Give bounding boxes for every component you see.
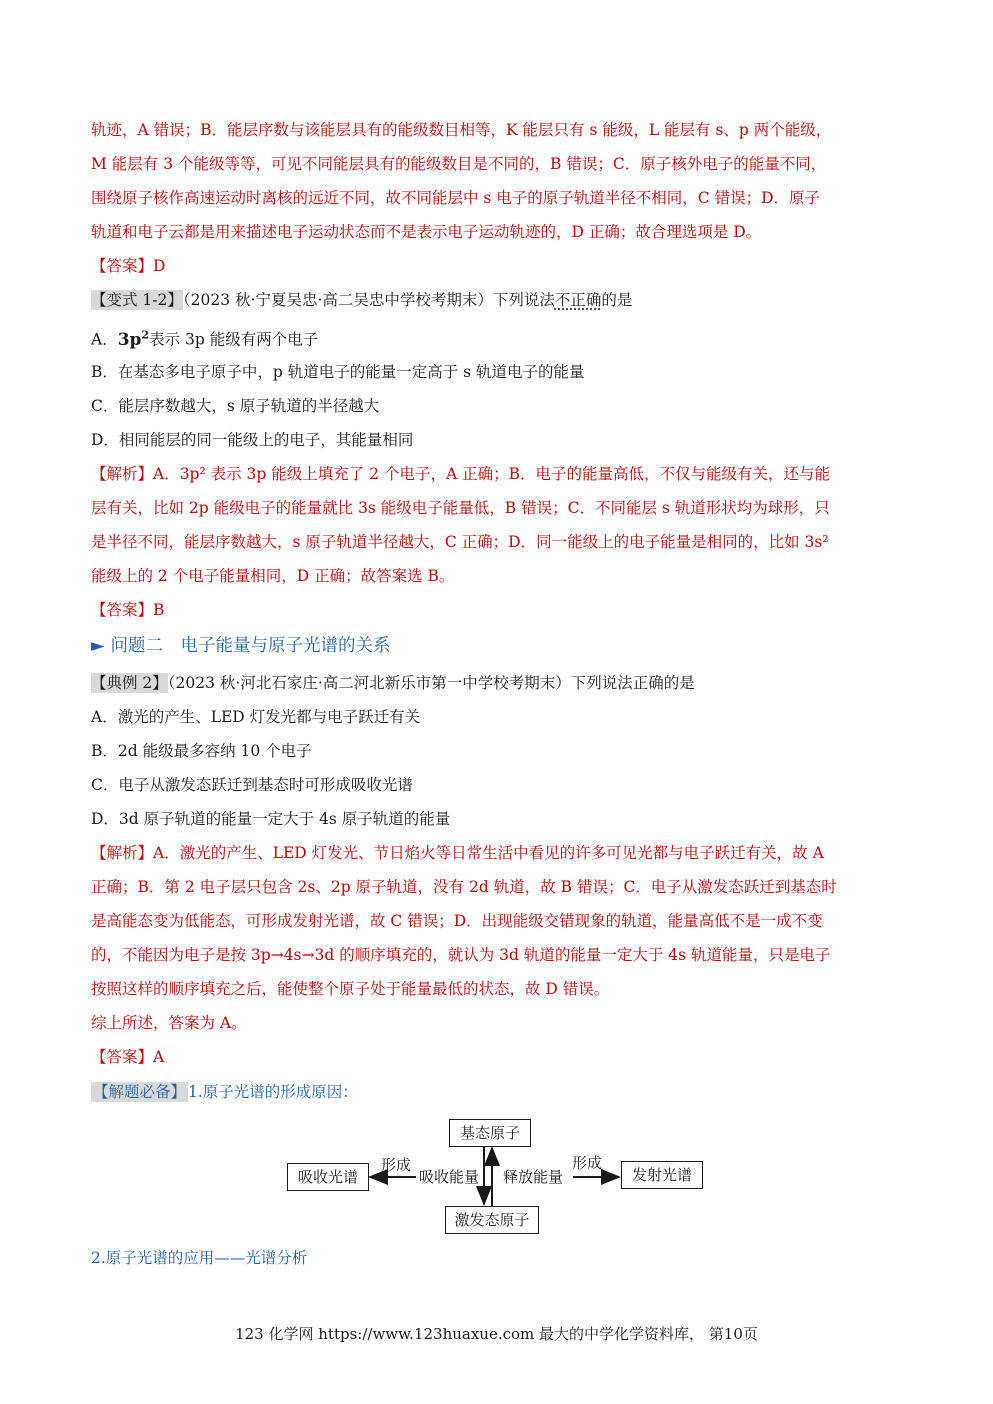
answer-line: 【答案】B: [91, 601, 165, 619]
section-title: 问题二 电子能量与原子光谱的关系: [110, 636, 391, 656]
answer-line: 【答案】D: [91, 257, 166, 275]
analysis-line: 是高能态变为低能态，可形成发射光谱，故 C 错误；D．出现能级交错现象的轨道，能量高低不是一成不变: [91, 912, 823, 930]
option-a: A．激光的产生、LED 灯发光都与电子跃迁有关: [91, 708, 421, 726]
formula-base: 3p: [117, 329, 142, 350]
option-text: 表示 3p 能级有两个电子: [149, 330, 319, 349]
formula-sup: 2: [141, 328, 150, 341]
ground-state-box: 基态原子: [449, 1119, 531, 1147]
analysis-line: 按照这样的顺序填充之后，能使整个原子处于能量最低的状态，故 D 错误。: [91, 980, 610, 998]
analysis-line: 层有关，比如 2p 能级电子的能量就比 3s 能级电子能量低，B 错误；C．不同能层 s 轨道形状均为球形，只: [91, 499, 830, 517]
option-c: C．能层序数越大，s 原子轨道的半径越大: [91, 397, 380, 415]
question-source: （2023 秋·宁夏吴忠·高二吴忠中学校考期末）下列说法: [182, 291, 555, 309]
question-text: （2023 秋·河北石家庄·高二河北新乐市第一中学校考期末）下列说法正确的是: [167, 674, 695, 692]
form-label-right: 形成: [572, 1154, 603, 1172]
analysis-line: 的，不能因为电子是按 3p→4s→3d 的顺序填充的，就认为 3d 轨道的能量一定大于 4s 轨道能量，只是电子: [91, 946, 831, 964]
option-d: D．相同能层的同一能级上的电子，其能量相同: [91, 431, 414, 449]
analysis-line: 轨道和电子云都是用来描述电子运动状态而不是表示电子运动轨迹的，D 正确；故合理选项是 D。: [91, 223, 762, 241]
analysis-line: 【解析】A．激光的产生、LED 灯发光、节日焰火等日常生活中看见的许多可见光都与电子跃迁有关，故 A: [91, 844, 824, 862]
analysis-line: M 能层有 3 个能级等等，可见不同能层具有的能级数目是不同的，B 错误；C．原子核外电子的能量不同，: [91, 155, 827, 173]
option-d: D．3d 原子轨道的能量一定大于 4s 原子轨道的能量: [91, 810, 451, 828]
analysis-line: 围绕原子核作高速运动时离核的远近不同，故不同能层中 s 电子的原子轨道半径不相同，C 错误；D．原子: [91, 189, 821, 207]
emission-spectrum-box: 发射光谱: [621, 1161, 703, 1189]
excited-state-box: 激发态原子: [445, 1206, 539, 1234]
form-label-left: 形成: [381, 1156, 412, 1174]
option-prefix: A．: [91, 330, 118, 349]
analysis-line: 能级上的 2 个电子能量相同，D 正确；故答案选 B。: [91, 567, 455, 585]
option-b: B．2d 能级最多容纳 10 个电子: [91, 742, 312, 760]
tips-item-2: 2.原子光谱的应用——光谱分析: [91, 1249, 308, 1267]
page-footer: 123 化学网 https://www.123huaxue.com 最大的中学化学资料库， 第10页: [235, 1325, 758, 1343]
question-tag: 【变式 1-2】: [91, 291, 183, 309]
triangle-icon: ►: [91, 636, 105, 656]
analysis-line: 轨迹，A 错误；B．能层序数与该能层具有的能级数目相等，K 能层只有 s 能级，L 能层有 s、p 两个能级，: [91, 121, 832, 139]
emphasis-text: 不正确: [554, 291, 602, 309]
analysis-line: 【解析】A．3p² 表示 3p 能级上填充了 2 个电子，A 正确；B．电子的能量高低，不仅与能级有关，还与能: [91, 465, 830, 483]
tips-item-1: 1.原子光谱的形成原因：: [188, 1083, 358, 1101]
option-c: C．电子从激发态跃迁到基态时可形成吸收光谱: [91, 776, 413, 794]
question-tag: 【典例 2】: [91, 674, 168, 692]
tips-tag: 【解题必备】: [93, 1083, 187, 1101]
release-energy-label: 释放能量: [503, 1168, 564, 1186]
absorption-spectrum-box: 吸收光谱: [287, 1163, 369, 1191]
analysis-line: 正确；B．第 2 电子层只包含 2s、2p 原子轨道，没有 2d 轨道，故 B 错误；C．电子从激发态跃迁到基态时: [91, 878, 837, 896]
analysis-line: 是半径不同，能层序数越大，s 原子轨道半径越大，C 正确；D．同一能级上的电子能量是相同的，比如 3s²: [91, 533, 829, 551]
absorb-energy-label: 吸收能量: [419, 1168, 480, 1186]
question-stem-end: 的是: [601, 291, 633, 309]
analysis-line: 综上所述，答案为 A。: [91, 1014, 247, 1032]
answer-line: 【答案】A: [91, 1048, 165, 1066]
option-b: B．在基态多电子原子中，p 轨道电子的能量一定高于 s 轨道电子的能量: [91, 363, 585, 381]
